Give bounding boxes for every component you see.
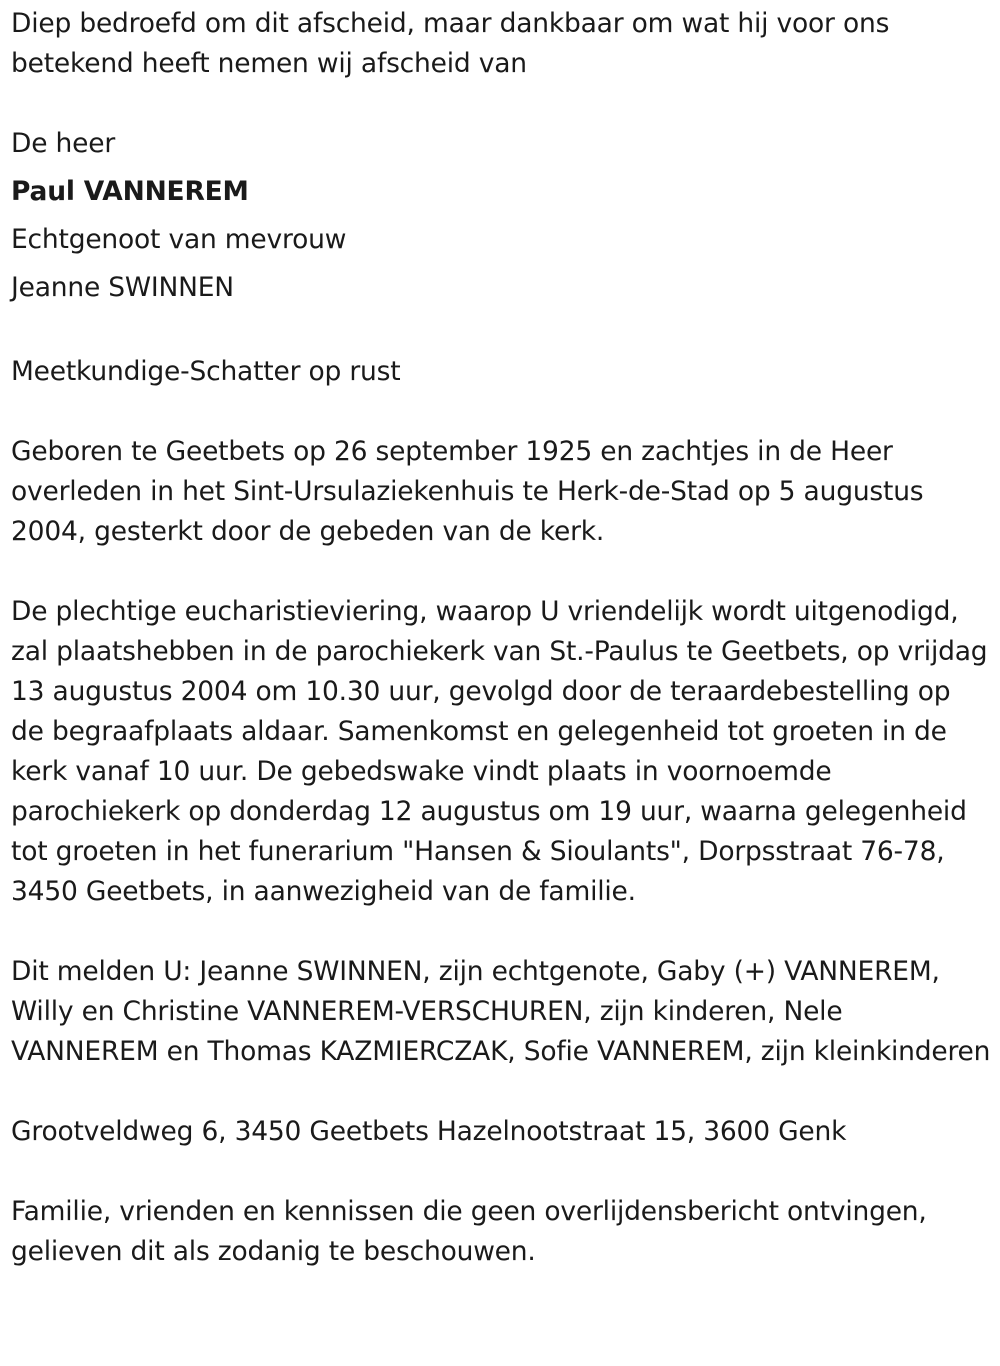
- deceased-name: Paul VANNEREM: [11, 176, 249, 207]
- salutation: De heer: [11, 128, 116, 159]
- addresses: Grootveldweg 6, 3450 Geetbets Hazelnootstraat 15, 3600 Genk: [11, 1116, 847, 1147]
- obituary-notice: [11, 4, 991, 1272]
- family-text: Dit melden U: Jeanne SWINNEN, zijn echtgenote, Gaby (+) VANNEREM, Willy en Christine VANNEREM-VERSCHUREN, zijn kinderen, Nele VANNEREM en Thomas KAZMIERCZAK, Sofie VANNEREM, zijn kleinkinderen: [11, 956, 991, 1067]
- intro-text: Diep bedroefd om dit afscheid, maar dankbaar om wat hij voor ons betekend heeft nemen wij afscheid van: [11, 8, 890, 79]
- birth-death-text: Geboren te Geetbets op 26 september 1925 en zachtjes in de Heer overleden in het Sint-Ursulaziekenhuis te Herk-de-Stad op 5 augustus 2004, gesterkt door de gebeden van de kerk.: [11, 436, 924, 547]
- ceremony-text: De plechtige eucharistieviering, waarop U vriendelijk wordt uitgenodigd, zal plaatshebben in de parochiekerk van St.-Paulus te Geetbets, op vrijdag 13 augustus 2004 om 10.30 uur, gevolgd door de teraardebestelling op de begraafplaats aldaar. Samenkomst en gelegenheid tot groeten in de kerk vanaf 10 uur. De gebedswake vindt plaats in voornoemde parochiekerk op donderdag 12 augustus om 19 uur, waarna gelegenheid tot groeten in het funerarium "Hansen & Sioulants", Dorpsstraat 76-78, 3450 Geetbets, in aanwezigheid van de familie.: [11, 596, 988, 907]
- spouse-name: Jeanne SWINNEN: [11, 272, 234, 303]
- profession: Meetkundige-Schatter op rust: [11, 356, 401, 387]
- closing-text: Familie, vrienden en kennissen die geen overlijdensbericht ontvingen, gelieven dit als zodanig te beschouwen.: [11, 1196, 927, 1267]
- spouse-label: Echtgenoot van mevrouw: [11, 224, 347, 255]
